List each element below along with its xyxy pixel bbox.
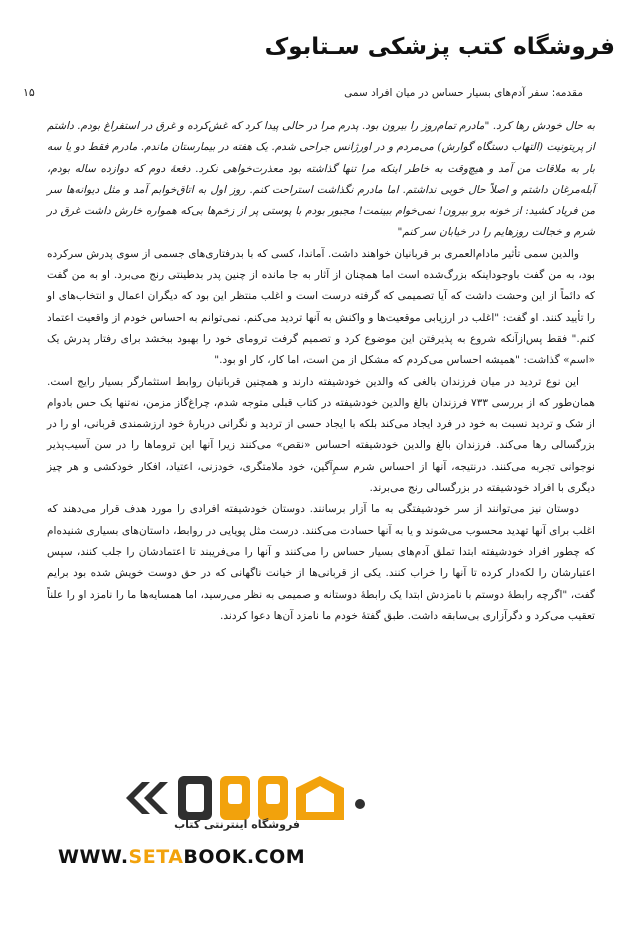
paragraph-4: دوستان نیز می‌توانند از سر خودشیفتگی به ما آزار برسانند. دوستان خودشیفته افرادی را مورد هدف قرار می‌دهند که اغلب برای آنها تهدید محسوب می‌شوند و یا به آنها حسادت می‌کنند. درست مثل پویایی در روابط، داستان‌های بسیاری شنیده‌ام که چطور افراد خودشیفته ابتدا تملق آدم‌های بسیار حساس را می‌کنند و آنها را می‌فریبند تا اعتمادشان را جلب کنند، سپس اعتبارشان را لکه‌دار کرده تا آنها را خراب کنند. یکی از قربانی‌ها از خیانت ناگهانی که در حق دوست خویش شده بود برایم گفت، "اگرچه رابطهٔ دوستم با نامزدش ابتدا یک رابطهٔ دوستانه و صمیمی به نظر می‌رسید، اما همسایه‌ها ما را نامزد او را علناً تعقیب می‌کرد و دگرآزاری بی‌سابقه داشت. طبق گفتهٔ خودم ما نامزد آن‌ها دعوا کردند. [47, 503, 595, 622]
store-title: فروشگاه کتب پزشکی سـتابوک [264, 34, 615, 60]
url-prefix: WWW. [58, 846, 129, 868]
url-accent: SETA [128, 846, 184, 868]
setabook-logo [40, 750, 600, 900]
running-head-title: مقدمه: سفر آدم‌های بسیار حساس در میان افراد سمی [344, 86, 583, 99]
body-text [47, 116, 595, 627]
url-suffix: BOOK.COM [183, 846, 306, 868]
website-url [58, 846, 305, 868]
logo-tagline: فروشگاه اینترنتی کتاب [174, 818, 300, 831]
page-number: ۱۵ [23, 86, 35, 99]
paragraph-3: این نوع تردید در میان فرزندان بالغی که والدین خودشیفته دارند و همچنین قربانیان روابط استثمارگر بسیار رایج است. همان‌طور که از بررسی ۷۳۳ فرزندان بالغ والدین خودشیفته در کتاب قبلی متوجه شدم، چراغ‌گاز مزمن، نه‌تنها یک حس بادوام از شک و تردید نسبت به خود در فرد ایجاد می‌کند بلکه با ایجاد حسی از تردید و نگرانی دربارهٔ خود ارزشمندی قربانی، او را در بزرگسالی رها می‌کند. فرزندان بالغ والدین خودشیفته احساس «نقص» می‌کنند زیرا آنها این تروماها را در سن آسیب‌پذیر نوجوانی تجربه می‌کنند. درنتیجه، آنها از احساس شرم سمِ‌آگین، خود ملامتگری، خودزنی، اعتیاد، افکار خودکشی و هر چیز دیگری با افراد خودشیفته در بزرگسالی رنج می‌برند. [47, 375, 596, 495]
running-head [23, 86, 583, 99]
paragraph-2: والدین سمی تأثیر مادام‌العمری بر قربانیان خواهند داشت. آماندا، کسی که با بدرفتاری‌های جسمی از سوی پدرش سرکرده بود، به من گفت باوجوداینکه بزرگ‌شده است اما همچنان از آثار به جا مانده از چنین پدر بدطینتی رنج می‌برد. او به من گفت که دائماً از این وحشت داشت که آیا تصمیمی که گرفته درست است و اغلب منتظر این بود که دیگران اعمال و انتخاب‌های او را تأیید کنند. او گفت: "اغلب در ارزیابی موقعیت‌ها و واکنش به آنها تردید می‌کنم. نمی‌توانم به احساس خودم از واقعیت اعتماد کنم." فقط پس‌ازآنکه شروع به پذیرفتن این موضوع کرد و تصمیم گرفت ترومای خود را بهبود ببخشد برای رفتار پدرش یک «اسم» گذاشت: "همیشه احساس می‌کردم که مشکل از من است، اما کار، کار او بود." [47, 247, 595, 367]
paragraph-1: به حال خودش رها کرد. "مادرم تمام‌روز را بیرون بود. پدرم مرا در حالی پیدا کرد که غش‌کرده و غرق در استفراغ بودم. داشتم از پریتونیت (التهاب دستگاه گوارش) می‌مردم و در اورژانس جراحی شدم. یک هفته در بیمارستان ماندم. مادرم فقط دو یا سه بار به ملاقات من آمد و هیچ‌وقت به خاطر اینکه مرا تنها گذاشته بود معذرت‌خواهی نکرد. دفعهٔ دوم که دوازده ساله بودم، آبله‌مرغان داشتم و اصلاً حال خوبی نداشتم. اما مادرم نگذاشت استراحت کنم. روز اول به اتاق‌خوابم آمد و مثل دیوانه‌ها سر من فریاد کشید: از خونه برو بیرون! نمی‌خوام ببینمت! مجبور بودم با پوستی پر از زخم‌ها بی‌که همواره خارش داشت غرق در شرم و خجالت روزهایم را در خیابان سر کنم" [47, 120, 595, 239]
